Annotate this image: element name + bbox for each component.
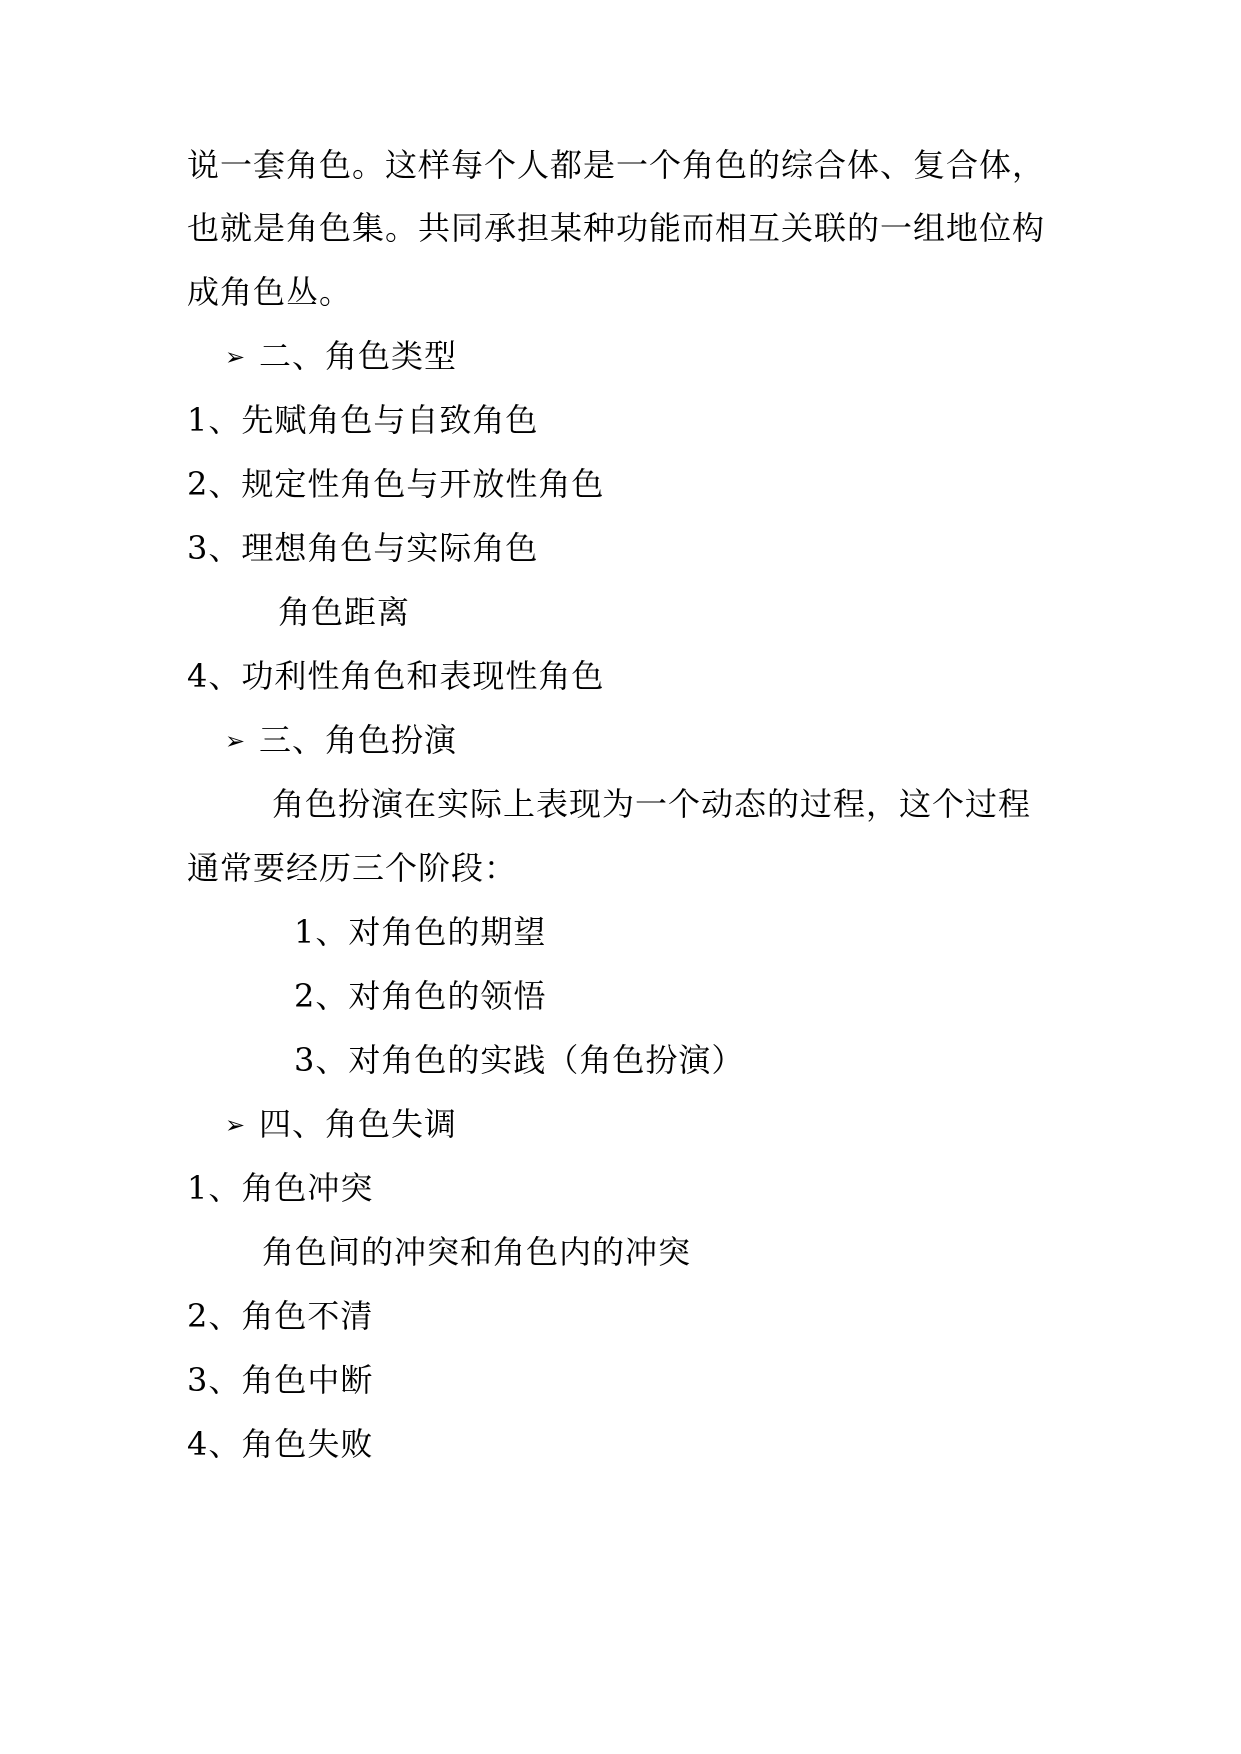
section-heading-text: 三、角色扮演 <box>259 721 458 759</box>
section-heading-3 <box>225 720 457 761</box>
arrow-bullet-icon: ➢ <box>225 343 247 371</box>
paragraph-line: 通常要经历三个阶段： <box>187 849 518 887</box>
paragraph-line-2: 也就是角色集。共同承担某种功能而相互关联的一组地位构 <box>187 209 1046 247</box>
paragraph-line: 角色扮演在实际上表现为一个动态的过程，这个过程 <box>272 785 1032 823</box>
arrow-bullet-icon: ➢ <box>225 1111 247 1139</box>
sub-item: 角色间的冲突和角色内的冲突 <box>262 1233 692 1271</box>
list-item: 2、规定性角色与开放性角色 <box>187 465 605 503</box>
section-heading-4 <box>225 1104 457 1145</box>
stage-item: 3、对角色的实践（角色扮演） <box>294 1041 745 1079</box>
list-item: 4、角色失败 <box>187 1425 374 1463</box>
list-item: 1、角色冲突 <box>187 1169 374 1207</box>
list-item: 2、角色不清 <box>187 1297 374 1335</box>
stage-item: 1、对角色的期望 <box>294 913 547 951</box>
section-heading-text: 四、角色失调 <box>259 1105 458 1143</box>
list-item: 4、功利性角色和表现性角色 <box>187 657 605 695</box>
paragraph-line-1: 说一套角色。这样每个人都是一个角色的综合体、复合体， <box>187 146 1046 184</box>
stage-item: 2、对角色的领悟 <box>294 977 547 1015</box>
list-item: 3、角色中断 <box>187 1361 374 1399</box>
list-item: 3、理想角色与实际角色 <box>187 529 539 567</box>
paragraph-line-3: 成角色丛。 <box>187 273 353 311</box>
section-heading-2 <box>225 336 457 377</box>
sub-item: 角色距离 <box>278 593 411 631</box>
section-heading-text: 二、角色类型 <box>259 337 458 375</box>
arrow-bullet-icon: ➢ <box>225 727 247 755</box>
list-item: 1、先赋角色与自致角色 <box>187 401 539 439</box>
